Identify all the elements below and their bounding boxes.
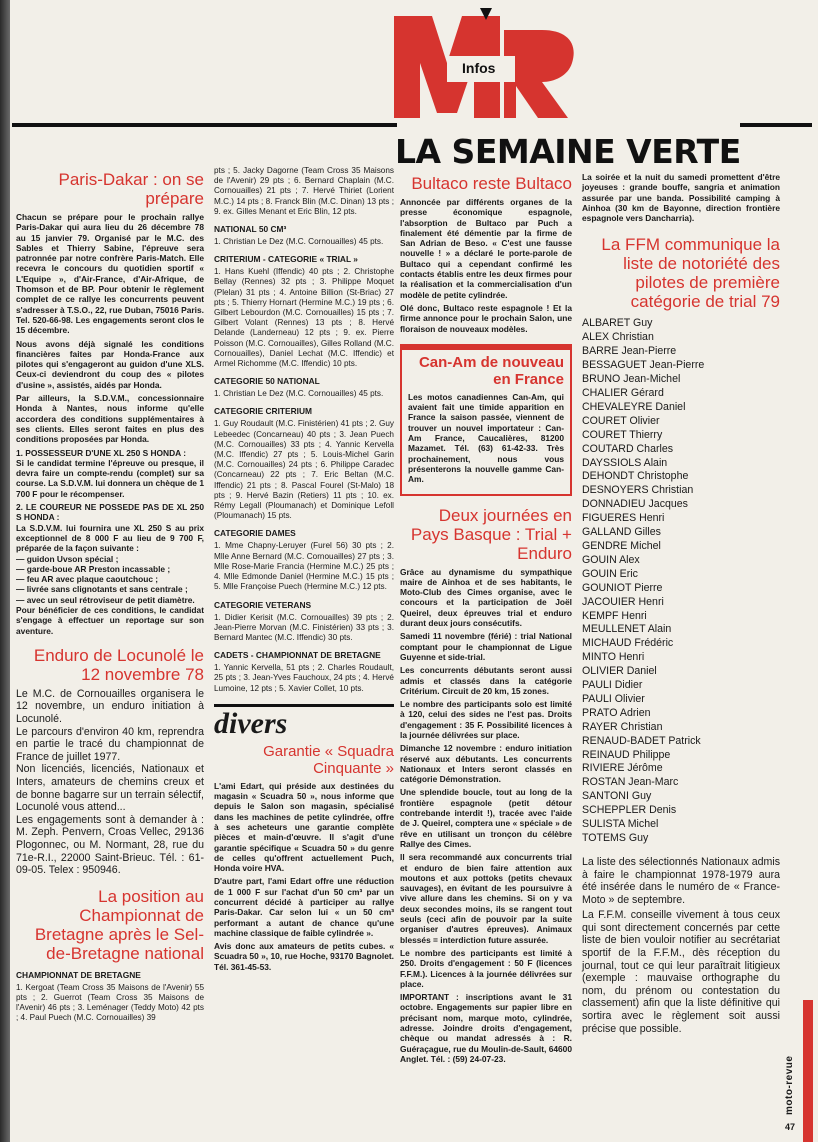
column-2 bbox=[214, 166, 394, 975]
header-rule-right bbox=[740, 123, 812, 127]
enduro-p3: Non licenciés, licenciés, Nationaux et Inters, amateurs de chemins creux et de bonne bagarre sur un terrain sélectif, Locunolé vous attend... bbox=[16, 763, 204, 814]
list-item: MICHAUD Frédéric bbox=[582, 637, 674, 650]
squadra-p1: L'ami Edart, qui préside aux destinées du magasin « Scuadra 50 », nous informe que depuis le Salon son magasin, spécialisé dans les machines de petite cylindrée, offre à ses acheteurs une garantie complète pièces et main-d'œuvre. Il s'agit d'une garantie spécifique « Scuadra 50 » du genre de celles qu'offrent actuellement Puch, Honda voire HVA. bbox=[214, 780, 394, 874]
enduro-p4: Les engagements sont à demander à : M. Zeph. Penvern, Croas Vellec, 29136 Plogonnec, ou M. Normant, 28, rue du 71e-R.I., 22000 Saint-Brieuc. Tél. : 61-09-05. Telex : 950946. bbox=[16, 813, 204, 877]
divers-heading: divers bbox=[214, 706, 288, 740]
list-item: RENAUD-BADET Patrick bbox=[582, 734, 701, 747]
pb-p7: Il sera recommandé aux concurrents trial et enduro de bien faire attention aux moutons et aux pottoks (petits chevaux sauvages), en évitant de les poursuivre à vive allure dans les chemins. Si on y va deux secondes moins, ils se rangent tout seuls (ceci afin de pouvoir par la suite organiser d'autres épreuves). Animaux blessés = interdiction future assurée. bbox=[400, 852, 572, 945]
ffm-p1: La liste des sélectionnés Nationaux admis à faire le championnat 1978-1979 aura été insérée dans le numéro de « France-Moto » de septembre. bbox=[582, 855, 780, 906]
list-item: DONNADIEU Jacques bbox=[582, 498, 688, 511]
list-item: CHALIER Gérard bbox=[582, 387, 664, 400]
list-item: BARRE Jean-Pierre bbox=[582, 345, 677, 358]
pb-p6: Une splendide boucle, tout au long de la frontière espagnole (petit détour contrebande interdit !), tracée avec l'aide de J. Queirel, comptera une « spéciale » de rêve en utilisant un tronçon du célèbre Rallye des Cimes. bbox=[400, 787, 572, 849]
prep-item: — guidon Uvson spécial ; bbox=[16, 553, 119, 564]
list-item: GOUIN Alex bbox=[582, 553, 640, 566]
mr-logo bbox=[392, 8, 582, 118]
list-item: BRUNO Jean-Michel bbox=[582, 373, 681, 386]
list-item: ROSTAN Jean-Marc bbox=[582, 776, 679, 789]
dames-results: 1. Mme Chapny-Leruyer (Furel 56) 30 pts ; 2. Mlle Anne Bernard (M.C. Cornouailles) 27 pts ; 3. Mlle Rose-Marie Francia (Hermine M.C.) 25 pts ; 4. Mlle Edmonde Daniel (Hermine M.C.) 15 pts ; 5. Mlle Françoise Puech (Hermine M.C.) 12 pts. bbox=[214, 541, 394, 592]
list-item: CHEVALEYRE Daniel bbox=[582, 400, 686, 413]
list-item: RIVIERE Jérôme bbox=[582, 762, 663, 775]
list-item: MINTO Henri bbox=[582, 651, 645, 664]
pb-p3: Les concurrents débutants seront aussi admis et classés dans la catégorie Critérium. Circuit de 20 km, 15 zones. bbox=[400, 665, 572, 696]
cadets-title: CADETS - CHAMPIONNAT DE BRETAGNE bbox=[214, 650, 381, 661]
bretagne-subtitle: CHAMPIONNAT DE BRETAGNE bbox=[16, 969, 141, 980]
paris-dakar-p3: Par ailleurs, la S.D.V.M., concessionnaire Honda à Nantes, nous informe qu'elle accordera des conditions supplémentaires à ses clients. Elles seront faites en plus des conditions proposées par Honda. bbox=[16, 393, 204, 445]
veterans-results: 1. Didier Kerisit (M.C. Cornouailles) 39 pts ; 2. Jean-Pierre Morvan (M.C. Finistérien) 33 pts ; 3. Bernard Mantec (M.C. Iffendic) 30 pts. bbox=[214, 612, 394, 642]
page-edge-strip bbox=[0, 0, 10, 1142]
page-number: 47 bbox=[785, 1122, 796, 1132]
list-item: JACOUIER Henri bbox=[582, 595, 664, 608]
article-title-canam: Can-Am de nouveau en France bbox=[418, 353, 564, 388]
criterium-trial-title: CRITERIUM - CATEGORIE « TRIAL » bbox=[214, 254, 358, 265]
criterium-trial-results: 1. Hans Kuehl (Iffendic) 40 pts ; 2. Christophe Bellay (Rennes) 32 pts ; 3. Philippe Moquet (Plelan) 31 pts ; 4. Antoine Billion (St-Briac) 27 pts ; 5. Thierry Hornart (Hermine M.C.) 19 pts ; 6. Gilbert Lebourdon (M.C. Cornouailles) 15 pts ; 7. Gilbert Volant (Rennes) 13 pts ; 8. Hervé Delande (Landerneau) 12 pts ; 9. ex. Pierre Poisson (M.C. Cornouailles), Gilles Rolland (M.C. Cornouailles), Daniel Lechat (M.C. Iffendic) et Armel Richomme (M.C. Iffendic) 10 pts. bbox=[214, 267, 394, 369]
paris-dakar-case2-title: 2. LE COUREUR NE POSSEDE PAS DE XL 250 S HONDA : bbox=[16, 502, 204, 523]
list-item: RAYER Christian bbox=[582, 720, 663, 733]
list-item: GALLAND Gilles bbox=[582, 526, 661, 539]
list-item: COURET Thierry bbox=[582, 428, 663, 441]
cat-50-results: 1. Christian Le Dez (M.C. Cornouailles) 45 pts. bbox=[214, 389, 384, 399]
side-accent-bar bbox=[803, 1000, 813, 1142]
list-item: TOTEMS Guy bbox=[582, 832, 649, 845]
list-item: SCHEPPLER Denis bbox=[582, 804, 677, 817]
enduro-p1: Le M.C. de Cornouailles organisera le 12 novembre, un enduro initiation à Locunolé. bbox=[16, 687, 204, 726]
article-title-squadra: Garantie « Squadra Cinquante » bbox=[263, 742, 394, 777]
list-item: BESSAGUET Jean-Pierre bbox=[582, 359, 705, 372]
list-item: DEHONDT Christophe bbox=[582, 470, 689, 483]
bultaco-p2: Olé donc, Bultaco reste espagnole ! Et la firme annonce pour le prochain Salon, une floraison de nouveaux modèles. bbox=[400, 302, 572, 334]
article-title-pays-basque: Deux journées en Pays Basque : Trial + Enduro bbox=[410, 505, 572, 563]
list-item: PAULI Olivier bbox=[582, 692, 645, 705]
list-item: GOUIN Eric bbox=[582, 567, 638, 580]
squadra-p3: Avis donc aux amateurs de petits cubes. « Scuadra 50 », 10, rue Hoche, 93170 Bagnolet. Tél. 361-45-53. bbox=[214, 941, 394, 972]
list-item: GENDRE Michel bbox=[582, 539, 661, 552]
pb-p9: IMPORTANT : inscriptions avant le 31 octobre. Engagements sur papier libre en précisant nom, marque moto, cylindrée, adresse. Joindre droits d'engagement, chèque ou mandat adressés à : R. Guéraçague, rue du Moulin-de-Sault, 64600 Anglet. Tél. : (59) 24-07-23. bbox=[400, 992, 572, 1064]
paris-dakar-p1: Chacun se prépare pour le prochain rallye Paris-Dakar qui aura lieu du 26 décembre 78 au 15 janvier 79. Organisé par le M.C. des Sables et Thierry Sabine, l'épreuve sera patronnée par notre confrère Paris-Match. Elle recevra le concours du quotidien sportif « L'Equipe », d'Air-France, d'Air-Afrique, de Thomson et de BP. Pour obtenir le règlement complet de ce rallye les concurrents peuvent s'adresser à T.S.O., 22, rue Duban, 75016 Paris. Tel. 520-66-98. Les engagements seront clos le 15 décembre. bbox=[16, 212, 204, 336]
pb-p5: Dimanche 12 novembre : enduro initiation réservé aux débutants. Les concurrents Nationaux et Inters seront classés en catégorie Démonstration. bbox=[400, 743, 572, 785]
list-item: MEULLENET Alain bbox=[582, 623, 672, 636]
dames-title: CATEGORIE DAMES bbox=[214, 528, 296, 539]
list-item: ALEX Christian bbox=[582, 331, 654, 344]
pilot-list bbox=[582, 317, 780, 845]
national-50-title: NATIONAL 50 CM³ bbox=[214, 224, 287, 235]
page-title: LA SEMAINE VERTE bbox=[395, 132, 741, 171]
basque-intro: La soirée et la nuit du samedi promettent d'être joyeuses : grande bouffe, sangria et animation assurée par une banda. Possibilité camping à Ainhoa (30 km de Bayonne, direction frontière espagnole vers Dancharria). bbox=[582, 172, 780, 224]
list-item: KEMPF Henri bbox=[582, 609, 647, 622]
pb-p1: Grâce au dynamisme du sympathique maire de Ainhoa et de ses habitants, le Moto-Club des Cimes organise, avec le concours et la participation de Joël Queirel, deux épreuves trial et enduro durant deux jours consécutifs. bbox=[400, 566, 572, 629]
canam-p1: Les motos canadiennes Can-Am, qui avaient fait une timide apparition en France la saison passée, viennent de trouver un nouvel importateur : Can-Am France, Caucalières, 81200 Mazamet. Tél. (63) 61-42-33. Très prochainement, nous vous présenterons la nouvelle gamme Can-Am. bbox=[408, 391, 564, 485]
article-title-bultaco: Bultaco reste Bultaco bbox=[411, 174, 572, 193]
column-1 bbox=[16, 170, 204, 1026]
list-item: SANTONI Guy bbox=[582, 790, 652, 803]
national-50-results: 1. Christian Le Dez (M.C. Cornouailles) 45 pts. bbox=[214, 237, 384, 247]
prep-item: — garde-boue AR Preston incassable ; bbox=[16, 563, 171, 574]
pb-p8: Le nombre des participants est limité à 250. Droits d'engagement : 50 F (licences F.F.M.). Licences à la journée délivrées sur place. bbox=[400, 947, 572, 989]
list-item: GOUNIOT Pierre bbox=[582, 581, 663, 594]
paris-dakar-p2: Nous avons déjà signalé les conditions financières faites par Honda-France aux pilotes qui s'engageront au guidon d'une XLS. Ceux-ci deviendront du coup des « pilotes d'usine », assistés, aidés par Honda. bbox=[16, 338, 204, 390]
list-item: COUTARD Charles bbox=[582, 442, 674, 455]
list-item: DAYSSIOLS Alain bbox=[582, 456, 668, 469]
list-item: REINAUD Philippe bbox=[582, 748, 671, 761]
magazine-name: moto-revue bbox=[784, 1055, 795, 1115]
bretagne-results: 1. Kergoat (Team Cross 35 Maisons de l'Avenir) 55 pts ; 2. Guerrot (Team Cross 35 Maisons de l'Avenir) 46 pts ; 3. Leménager (Teddy Moto) 42 pts ; 4. Paul Puech (M.C. Cornouailles) 39 bbox=[16, 982, 204, 1023]
list-item: FIGUERES Henri bbox=[582, 512, 665, 525]
paris-dakar-case1-text: Si le candidat termine l'épreuve ou presque, il devra faire un compte-rendu (complet) sur sa course. La S.D.V.M. lui donnera un chèque de 1 700 F pour le récompenser. bbox=[16, 457, 204, 499]
bultaco-p1: Annoncée par différents organes de la presse économique espagnole, l'absorption de Bultaco par Puch a finalement été démentie par la firme de San Adrian de Beso. « C'est une fausse nouvelle ! » a déclaré le porte-parole de Bultaco qui a cependant confirmé les contacts établis entre les deux firmes pour la réalisation et la commercialisation d'un modèle de petite cylindrée. bbox=[400, 197, 572, 300]
pb-p4: Le nombre des participants solo est limité à 120, celui des sides ne l'est pas. Droits d'engagement : 35 F. Possibilité licences à la journée délivrées sur place. bbox=[400, 699, 572, 740]
article-title-enduro-locunole: Enduro de Locunolé le 12 novembre 78 bbox=[33, 645, 204, 684]
list-item: ALBARET Guy bbox=[582, 317, 653, 330]
pb-p2: Samedi 11 novembre (férié) : trial National comptant pour le championnat de Ligue Guyenne et side-trial. bbox=[400, 631, 572, 662]
list-item: COURET Olivier bbox=[582, 414, 660, 427]
cat-50-title: CATEGORIE 50 NATIONAL bbox=[214, 376, 320, 387]
header-rule-left bbox=[12, 123, 397, 127]
canam-box bbox=[400, 344, 572, 496]
veterans-title: CATEGORIE VETERANS bbox=[214, 599, 312, 610]
section-label: Infos bbox=[462, 60, 496, 76]
bretagne-results-cont: pts ; 5. Jacky Dagorne (Team Cross 35 Maisons de l'Avenir) 29 pts ; 6. Bernard Chaplain (M.C. Cornouailles) 21 pts ; 7. Hervé Thiriet (Lorient M.C.) 14 pts ; 8. Franck Blin (M.C. Dinan) 13 pts ; 9. ex. Gilles Menant et Eric Blin, 12 pts. bbox=[214, 166, 394, 216]
squadra-p2: D'autre part, l'ami Edart offre une réduction de 1 000 F sur l'achat d'un 50 cm³ par un concurrent décidé à participer au rallye Paris-Dakar. Car selon lui « un 50 cm³ performant a autant de chance qu'une machine classique de faible cylindrée ». bbox=[214, 876, 394, 938]
prep-item: — avec un seul rétroviseur de petit diamètre. bbox=[16, 594, 195, 605]
criterium-title: CATEGORIE CRITERIUM bbox=[214, 406, 313, 417]
article-title-bretagne: La position au Championnat de Bretagne après le Sel-de-Bretagne national bbox=[34, 886, 204, 963]
ffm-p2: La F.F.M. conseille vivement à tous ceux qui sont directement concernés par cette liste de bien vouloir notifier au secrétariat sportif de la F.F.M., dès réception du journal, tout ce qui leur paraîtrait litigieux (exemple : mauvaise orthographe du nom, du prénom ou contestation du classement) afin que la liste définitive qui sortira avec le règlement soit aussi précise que possible. bbox=[582, 909, 780, 1035]
cadets-results: 1. Yannic Kervella, 51 pts ; 2. Charles Roudault, 25 pts ; 3. Jean-Yves Fauchoux, 24 pts ; 4. Hervé Lumoine, 12 pts ; 5. Xavier Collet, 10 pts. bbox=[214, 663, 394, 693]
list-item: PAULI Didier bbox=[582, 679, 643, 692]
criterium-results: 1. Guy Roudault (M.C. Finistérien) 41 pts ; 2. Guy Lebeedec (Concarneau) 40 pts ; 3. Jean Puech (M.C. Cornouailles) 33 pts ; 4. Yannic Kervella (M.C. Iffendic) 27 pts ; 5. Louis-Michel Garin (M.C. Cornouailles) 24 pts ; 6. Philippe Caradec (Concarneau) 22 pts ; 7. Eric Beltan (M.C. Iffendic) 21 pts ; 8. Pascal Fourel (St-Malo) 18 pts ; 9. Hervé Bazin (Retiers) 11 pts ; 10. ex. Rémy Legall (Ploumanach) et Dominique Lefoll (Ploumanach) 15 pts. bbox=[214, 419, 394, 521]
prep-item: — livrée sans clignotants et sans centrale ; bbox=[16, 584, 188, 595]
list-item: SULISTA Michel bbox=[582, 818, 659, 831]
list-item: DESNOYERS Christian bbox=[582, 484, 694, 497]
canam-box-topbar bbox=[402, 346, 570, 350]
prep-item: — feu AR avec plaque caoutchouc ; bbox=[16, 574, 159, 585]
list-item: PRATO Adrien bbox=[582, 706, 651, 719]
paris-dakar-p4: Pour bénéficier de ces conditions, le candidat s'engage à effectuer un reportage sur son aventure. bbox=[16, 604, 204, 636]
enduro-p2: Le parcours d'environ 40 km, reprendra en partie le tracé du championnat de France de juillet 1977. bbox=[16, 725, 204, 763]
article-title-paris-dakar: Paris-Dakar : on se prépare bbox=[58, 170, 204, 208]
paris-dakar-case1-title: 1. POSSESSEUR D'UNE XL 250 S HONDA : bbox=[16, 447, 187, 458]
article-title-ffm: La FFM communique la liste de notoriété des pilotes de première catégorie de trial 79 bbox=[601, 235, 780, 312]
list-item: OLIVIER Daniel bbox=[582, 665, 657, 678]
column-3 bbox=[400, 174, 572, 1067]
column-4 bbox=[582, 172, 780, 1038]
paris-dakar-case2-text: La S.D.V.M. lui fournira une XL 250 S au prix exceptionnel de 8 000 F au lieu de 9 700 F, préparée de la façon suivante : bbox=[16, 522, 204, 554]
